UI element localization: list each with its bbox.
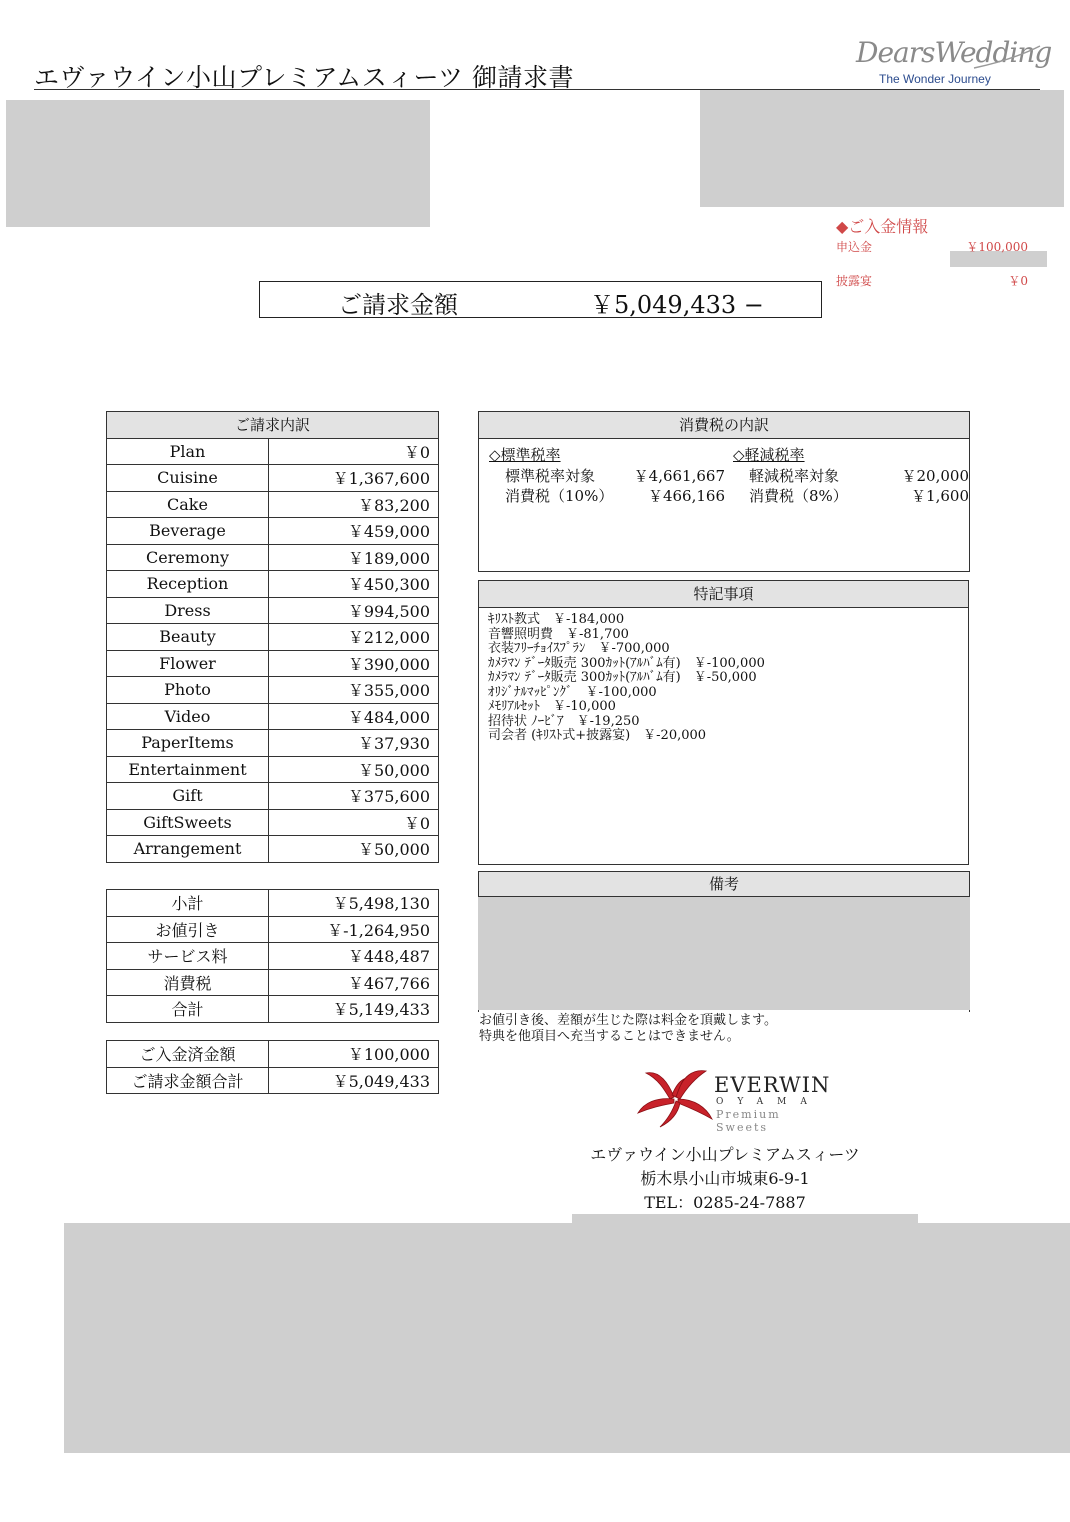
summary-label: 小計 [107,890,269,917]
item-value: ￥484,000 [269,703,439,730]
table-row [107,650,439,677]
breakdown-heading: ご請求内訳 [107,412,439,439]
tax-value: ￥1,600 [911,487,969,505]
everwin-logo-sub: Premium Sweets [716,1108,781,1134]
item-value: ￥375,600 [269,783,439,810]
tax-value: ￥20,000 [901,467,969,485]
item-label: Dress [107,597,269,624]
item-value: ￥83,200 [269,491,439,518]
payment-value: ￥0 [1008,274,1028,288]
table-row [107,571,439,598]
fine-print-line: 特典を他項目へ充当することはできません。 [479,1029,740,1044]
summary-label: サービス料 [107,943,269,970]
item-value: ￥189,000 [269,544,439,571]
table-row [107,809,439,836]
logo-tagline: The Wonder Journey [879,72,991,86]
payment-row-label: ご請求金額合計 [107,1067,269,1094]
item-label: Entertainment [107,756,269,783]
table-row [107,597,439,624]
standard-tax-title: ◇標準税率 [489,446,561,464]
table-row [107,969,439,996]
item-label: Arrangement [107,836,269,863]
logo-script: DearsWedding [856,36,1052,69]
invoice-total-value: ￥5,049,433 − [590,291,764,319]
item-value: ￥37,930 [269,730,439,757]
special-notes-panel [478,580,969,865]
note-line: ﾒﾓﾘｱﾙｾｯﾄ ￥-10,000 [488,699,616,714]
tax-label: 軽減税率対象 [749,467,840,485]
note-line: 司会者 (ｷﾘｽﾄ式+披露宴) ￥-20,000 [488,728,707,743]
item-value: ￥459,000 [269,518,439,545]
breakdown-table [106,411,439,863]
item-value: ￥0 [269,809,439,836]
reduced-tax-column [733,444,969,505]
item-label: Reception [107,571,269,598]
table-row [107,438,439,465]
table-row [107,703,439,730]
item-value: ￥0 [269,438,439,465]
payment-info-heading: ◆ご入金情報 [836,217,929,236]
table-row [107,1041,439,1068]
note-line: 音響照明費 ￥-81,700 [488,626,629,642]
item-label: PaperItems [107,730,269,757]
tax-label: 消費税（10%） [505,487,614,505]
tax-value: ￥4,661,667 [633,467,725,485]
tax-heading: 消費税の内訳 [479,412,969,439]
table-row [107,943,439,970]
item-label: Video [107,703,269,730]
table-row [107,491,439,518]
table-row [107,677,439,704]
summary-value: ￥5,149,433 [269,996,439,1023]
payment-row-value: ￥5,049,433 [269,1067,439,1094]
item-label: GiftSweets [107,809,269,836]
summary-value: ￥448,487 [269,943,439,970]
table-row [107,1067,439,1094]
summary-value: ￥5,498,130 [269,890,439,917]
redacted-block [64,1223,1070,1453]
item-label: Beauty [107,624,269,651]
lily-flower-icon [636,1067,714,1129]
item-label: Cake [107,491,269,518]
table-row [107,518,439,545]
item-label: Plan [107,438,269,465]
tax-row [489,465,725,485]
venue-address: 栃木県小山市城東6-9-1 [640,1169,810,1188]
item-value: ￥1,367,600 [269,465,439,492]
summary-label: お値引き [107,916,269,943]
table-row [107,730,439,757]
tax-value: ￥466,166 [647,487,725,505]
note-line: ｶﾒﾗﾏﾝ ﾃﾞｰﾀ販売 300ｶｯﾄ(ｱﾙﾊﾞﾑ有) ￥-100,000 [488,655,765,671]
payment-row-value: ￥100,000 [269,1041,439,1068]
payment-row-label: ご入金済金額 [107,1041,269,1068]
payment-info-row [836,272,1036,292]
summary-value: ￥467,766 [269,969,439,996]
item-value: ￥450,300 [269,571,439,598]
item-value: ￥355,000 [269,677,439,704]
item-label: Beverage [107,518,269,545]
everwin-logo-name: EVERWIN [714,1073,831,1097]
table-row [107,465,439,492]
dears-wedding-logo [852,36,1052,92]
item-value: ￥50,000 [269,836,439,863]
invoice-total-label: ご請求金額 [338,291,458,319]
note-line: ｶﾒﾗﾏﾝ ﾃﾞｰﾀ販売 300ｶｯﾄ(ｱﾙﾊﾞﾑ有) ￥-50,000 [488,670,757,685]
table-row [107,836,439,863]
payment-info-row [836,238,1036,258]
payment-value: ￥100,000 [966,240,1028,254]
summary-label: 合計 [107,996,269,1023]
tax-row [733,465,969,485]
note-line: 招待状 ﾉｰﾋﾞｱ ￥-19,250 [488,713,640,729]
item-value: ￥212,000 [269,624,439,651]
summary-value: ￥-1,264,950 [269,916,439,943]
item-label: Ceremony [107,544,269,571]
fine-print [479,1013,777,1045]
table-row [107,544,439,571]
venue-tel: TEL：0285-24-7887 [644,1193,806,1212]
item-label: Cuisine [107,465,269,492]
document-title: エヴァウイン小山プレミアムスィーツ 御請求書 [34,63,574,92]
redacted-block [700,90,1064,207]
redacted-block [478,897,970,1010]
venue-address-block [560,1143,890,1215]
payment-info [836,214,1036,292]
payment-label: 申込金 [836,240,873,254]
remarks-heading: 備考 [479,872,969,897]
table-row [107,624,439,651]
note-line: ｵﾘｼﾞﾅﾙﾏｯﾋﾟﾝｸﾞ ￥-100,000 [488,684,657,700]
summary-table [106,889,439,1023]
special-notes-list [488,613,765,744]
payment-label: 披露宴 [836,274,873,288]
payments-table [106,1040,439,1094]
invoice-total-box [259,281,822,318]
note-line: ｷﾘｽﾄ教式 ￥-184,000 [488,612,625,627]
tax-row [733,485,969,505]
logo-swoosh-icon [972,42,1042,72]
special-notes-heading: 特記事項 [479,581,968,608]
tax-label: 標準税率対象 [505,467,596,485]
everwin-logo-city: OYAMA [716,1097,821,1107]
summary-label: 消費税 [107,969,269,996]
table-row [107,996,439,1023]
tax-row [489,485,725,505]
item-label: Photo [107,677,269,704]
table-row [107,783,439,810]
table-row [107,756,439,783]
tax-breakdown-panel [478,411,970,572]
everwin-logo [636,1063,836,1133]
item-label: Flower [107,650,269,677]
tax-label: 消費税（8%） [749,487,848,505]
fine-print-line: お値引き後、差額が生じた際は料金を頂戴します。 [479,1013,777,1028]
redacted-block [6,100,430,227]
item-value: ￥994,500 [269,597,439,624]
standard-tax-column [489,444,725,505]
item-value: ￥390,000 [269,650,439,677]
item-value: ￥50,000 [269,756,439,783]
venue-name: エヴァウイン小山プレミアムスィーツ [590,1145,860,1164]
reduced-tax-title: ◇軽減税率 [733,446,805,464]
table-row [107,916,439,943]
table-row [107,890,439,917]
item-label: Gift [107,783,269,810]
note-line: 衣装ﾌﾘｰﾁｮｲｽﾌﾟﾗﾝ ￥-700,000 [488,641,670,656]
